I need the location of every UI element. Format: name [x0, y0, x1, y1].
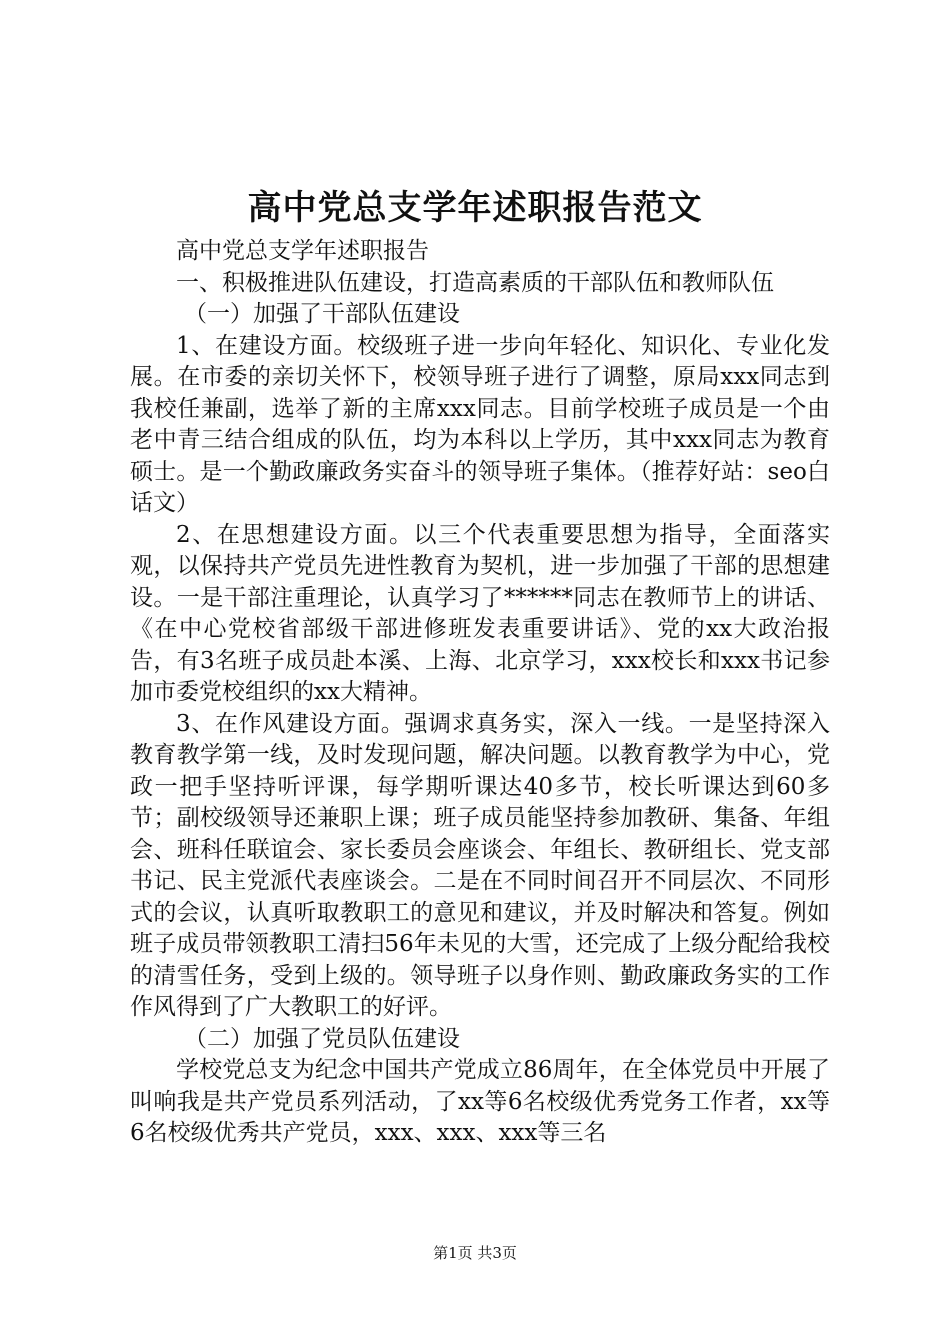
paragraph-subsection-one: （一）加强了干部队伍建设 — [184, 301, 460, 327]
paragraph-subsection-two: （二）加强了党员队伍建设 — [184, 1025, 460, 1052]
paragraph-subtitle: 高中党总支学年述职报告 — [176, 238, 429, 264]
document-title: 高中党总支学年述职报告范文 — [247, 188, 703, 228]
paragraph-item-1: 1、在建设方面。校级班子进一步向年轻化、知识化、专业化发展。在市委的亲切关怀下，校领导班子进行了调整，原局xxx同志到我校任兼副，选举了新的主席xxx同志。目前学校班子成员是一个由老中青三结合组成的队伍，均为本科以上学历，其中xxx同志为教育硕士。是一个勤政廉政务实奋斗的领导班子集体。（推荐好站：seo白话文） — [130, 332, 830, 516]
paragraph-party-members: 学校党总支为纪念中国共产党成立86周年，在全体党员中开展了叫响我是共产党员系列活动，了xx等6名校级优秀党务工作者，xx等6名校级优秀共产党员，xxx、xxx、xxx等三名 — [130, 1057, 830, 1146]
paragraph-section-one: 一、积极推进队伍建设，打造高素质的干部队伍和教师队伍 — [176, 269, 774, 296]
paragraph-item-3: 3、在作风建设方面。强调求真务实，深入一线。一是坚持深入教育教学第一线，及时发现问题，解决问题。以教育教学为中心，党政一把手坚持听评课，每学期听课达40多节，校长听课达到60多节；副校级领导还兼职上课；班子成员能坚持参加教研、集备、年组会、班科任联谊会、家长委员会座谈会、年组长、教研组长、党支部书记、民主党派代表座谈会。二是在不同时间召开不同层次、不同形式的会议，认真听取教职工的意见和建议，并及时解决和答复。例如班子成员带领教职工清扫56年未见的大雪，还完成了上级分配给我校的清雪任务，受到上级的。领导班子以身作则、勤政廉政务实的工作作风得到了广大教职工的好评。 — [130, 710, 830, 1020]
document-body — [130, 236, 830, 1150]
page-footer: 第1页 共3页 — [433, 1244, 517, 1262]
paragraph-item-2: 2、在思想建设方面。以三个代表重要思想为指导，全面落实观，以保持共产党员先进性教育为契机，进一步加强了干部的思想建设。一是干部注重理论，认真学习了******同志在教师节上的讲话、《在中心党校省部级干部进修班发表重要讲话》、党的xx大政治报告，有3名班子成员赴本溪、上海、北京学习，xxx校长和xxx书记参加市委党校组织的xx大精神。 — [130, 521, 830, 705]
